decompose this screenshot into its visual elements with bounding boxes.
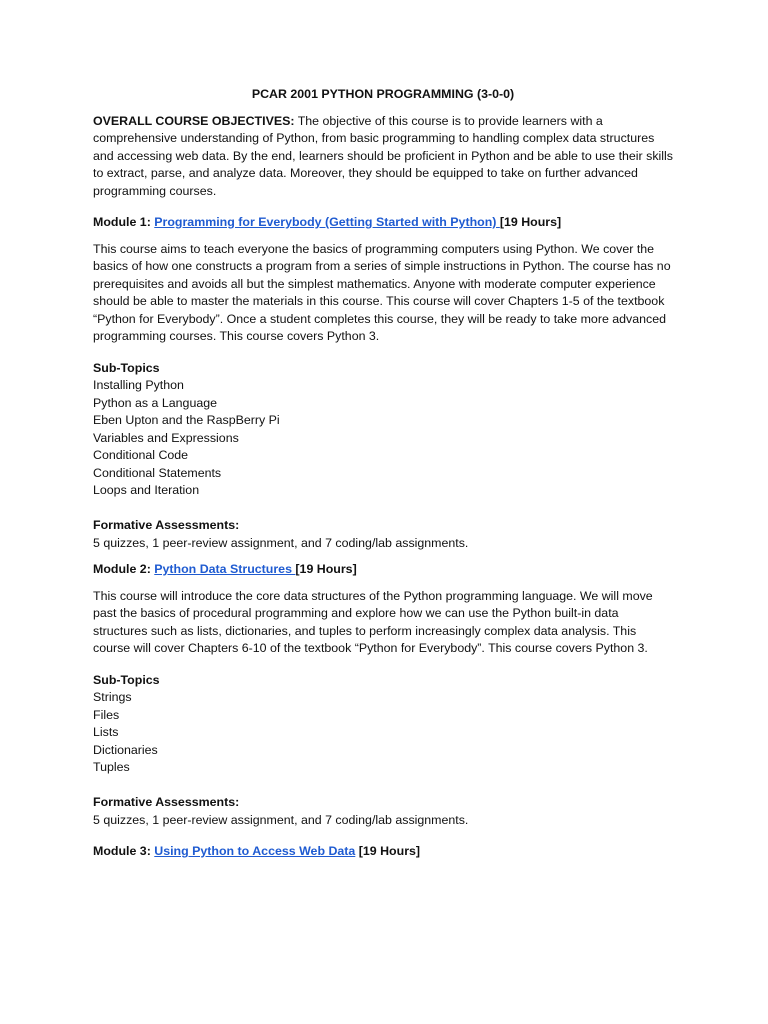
document-title: PCAR 2001 PYTHON PROGRAMMING (3-0-0): [251, 87, 515, 101]
list-item: Python as a Language: [93, 395, 218, 410]
module-2-assessments-heading: Formative Assessments:: [93, 795, 240, 809]
module-2-heading: [93, 561, 673, 579]
module-1-assessments: 5 quizzes, 1 peer-review assignment, and 7 coding/lab assignments.: [93, 535, 469, 550]
document-page: [93, 86, 673, 870]
module-1-subtopics-heading: Sub-Topics: [93, 360, 160, 375]
list-item: Conditional Code: [93, 448, 189, 462]
module-1-description: This course aims to teach everyone the basics of programming computers using Python. We cover the basics of how one constructs a program from a series of simple instructions in Python. The course has no prerequisites and avoids all but the simplest mathematics. Anyone with moderate computer experience should be able to master the materials in this course. This course will cover Chapters 1-5 of the textbook “Python for Everybody”. Once a student completes this course, they will be ready to take more advanced programming courses. This course covers Python 3.: [93, 241, 671, 343]
module-2-subtopics-list: [93, 689, 673, 777]
list-item: Lists: [93, 725, 119, 739]
module-1-hours: [19 Hours]: [499, 215, 562, 229]
list-item: Loops and Iteration: [93, 483, 200, 497]
module-2-description: This course will introduce the core data structures of the Python programming language. We will move past the basics of procedural programming and explore how we can use the Python built-in data structures such as lists, dictionaries, and tuples to perform increasingly complex data analysis. This course will cover Chapters 6-10 of the textbook “Python for Everybody”. This course covers Python 3.: [93, 588, 653, 655]
course-objectives: [93, 113, 673, 201]
module-2-assessments: 5 quizzes, 1 peer-review assignment, and 7 coding/lab assignments.: [93, 812, 469, 827]
module-3-label: Module 3:: [93, 844, 155, 858]
list-item: Strings: [93, 690, 132, 704]
module-3-heading: [93, 843, 673, 861]
list-item: Files: [93, 707, 120, 722]
module-2-link[interactable]: Python Data Structures: [154, 562, 296, 576]
module-1-assessments-heading: Formative Assessments:: [93, 518, 240, 532]
module-2-label: Module 2:: [93, 562, 155, 576]
list-item: Conditional Statements: [93, 465, 222, 480]
list-item: Variables and Expressions: [93, 430, 239, 445]
module-3-hours: [19 Hours]: [355, 844, 421, 858]
list-item: Dictionaries: [93, 742, 158, 757]
objectives-text: The objective of this course is to provide learners with a comprehensive understanding of Python, from basic programming to handling complex data structures and accessing web data. By the end, learners should be proficient in Python and be able to use their skills to extract, parse, and analyze data. Moreover, they should be equipped to take on further advanced programming courses.: [93, 113, 673, 198]
list-item: Tuples: [93, 760, 130, 774]
list-item: Installing Python: [93, 378, 184, 392]
module-1-subtopics-list: [93, 377, 673, 500]
list-item: Eben Upton and the RaspBerry Pi: [93, 413, 280, 427]
module-1-link[interactable]: Programming for Everybody (Getting Started with Python): [154, 215, 500, 229]
objectives-label: OVERALL COURSE OBJECTIVES:: [93, 113, 295, 128]
module-1-heading: [93, 214, 673, 232]
module-2-hours: [19 Hours]: [295, 562, 357, 576]
module-3-link[interactable]: Using Python to Access Web Data: [154, 844, 356, 858]
module-1-label: Module 1:: [93, 215, 155, 229]
module-2-subtopics-heading: Sub-Topics: [93, 672, 160, 687]
